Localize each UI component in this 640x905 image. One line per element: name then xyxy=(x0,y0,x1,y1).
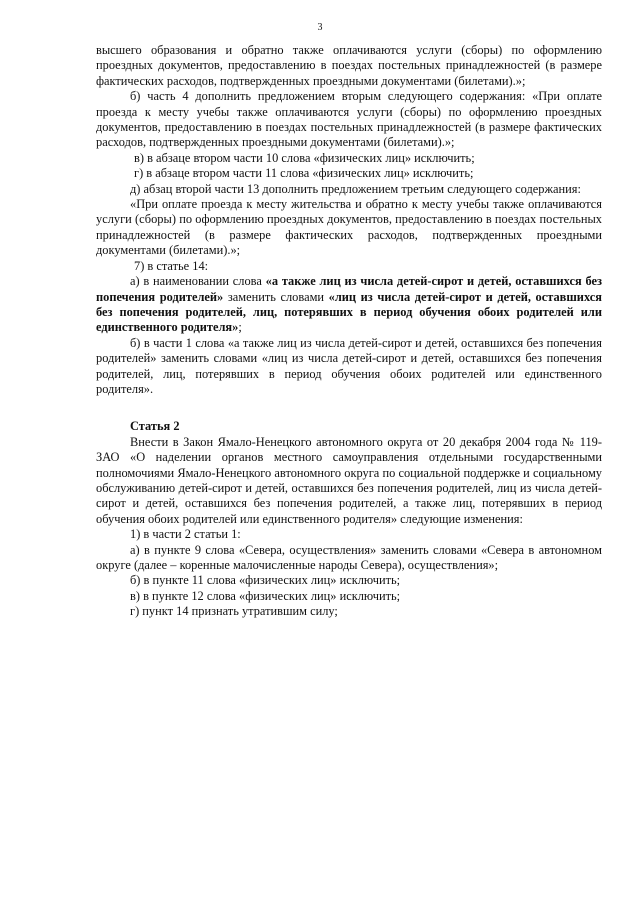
text-run: а) в наименовании слова xyxy=(130,274,266,289)
article-2-item: г) пункт 14 признать утратившим силу; xyxy=(130,604,338,619)
paragraph-article-14-a xyxy=(96,274,602,336)
paragraph-quote: «При оплате проезда к месту жительства и обратно к месту учебы также оплачиваются услуги (сборы) по оформлению проездных документов, предоставлению в поездах постельных принадлежностей (в размере фактических расходов, подтвержденных проездными документами (билетами).»; xyxy=(96,197,602,258)
paragraph-item-d: д) абзац второй части 13 дополнить предложением третьим следующего содержания: xyxy=(130,181,581,196)
spacer xyxy=(96,397,602,419)
article-2-item: б) в пункте 11 слова «физических лиц» исключить; xyxy=(130,573,401,588)
article-2-heading: Статья 2 xyxy=(130,419,180,434)
article-2-item: 1) в части 2 статьи 1: xyxy=(130,527,241,542)
bold-quote-old: «а также лиц из числа детей-сирот и детей, оставшихся без попечения родителей» xyxy=(96,274,602,304)
text-run: заменить словами xyxy=(223,289,329,304)
paragraph-article-14-b: б) в части 1 слова «а также лиц из числа детей-сирот и детей, оставшихся без попечения родителей» заменить словами «лиц из числа детей-сирот и детей, оставшихся без попечения родителей, лиц, потерявших в период обучения обоих родителей или единственного родителя». xyxy=(96,335,602,396)
document-body xyxy=(96,43,602,620)
page-number: 3 xyxy=(317,22,323,33)
article-2-item: а) в пункте 9 слова «Севера, осуществления» заменить словами «Севера в автономном округе (далее – коренные малочисленные народы Севера), осуществления»; xyxy=(96,542,602,572)
paragraph-continuation: высшего образования и обратно также оплачиваются услуги (сборы) по оформлению проездных документов, предоставлению в поездах постельных принадлежностей (в размере фактических расходов, подтвержденных проездными документами (билетами).»; xyxy=(96,43,602,88)
text-run: ; xyxy=(238,320,242,335)
bold-quote-new: «лиц из числа детей-сирот и детей, оставшихся без попечения родителей, лиц, потерявших в период обучения обоих родителей или единственного родителя» xyxy=(96,289,602,335)
paragraph-item-g: г) в абзаце втором части 11 слова «физических лиц» исключить; xyxy=(134,166,474,181)
article-2-intro: Внести в Закон Ямало-Ненецкого автономного округа от 20 декабря 2004 года № 119-ЗАО «О наделении органов местного самоуправления отдельными государственными полномочиями Ямало-Ненецкого автономного округа по социальной поддержке и социальному обслуживанию детей-сирот и детей, оставшихся без попечения родителей, лиц из числа детей-сирот и детей, оставшихся без попечения родителей, а также лиц, потерявших в период обучения обоих родителей или единственного родителя» следующие изменения: xyxy=(96,434,602,526)
paragraph-item-v: в) в абзаце втором части 10 слова «физических лиц» исключить; xyxy=(134,150,475,165)
article-2-item: в) в пункте 12 слова «физических лиц» исключить; xyxy=(130,588,401,603)
paragraph-article-14: 7) в статье 14: xyxy=(134,258,209,273)
paragraph-item-b: б) часть 4 дополнить предложением вторым следующего содержания: «При оплате проезда к месту учебы также оплачиваются услуги (сборы) по оформлению проездных документов, предоставлению в поездах постельных принадлежностей (в размере фактических расходов, подтвержденных проездными документами (билетами).»; xyxy=(96,89,602,150)
